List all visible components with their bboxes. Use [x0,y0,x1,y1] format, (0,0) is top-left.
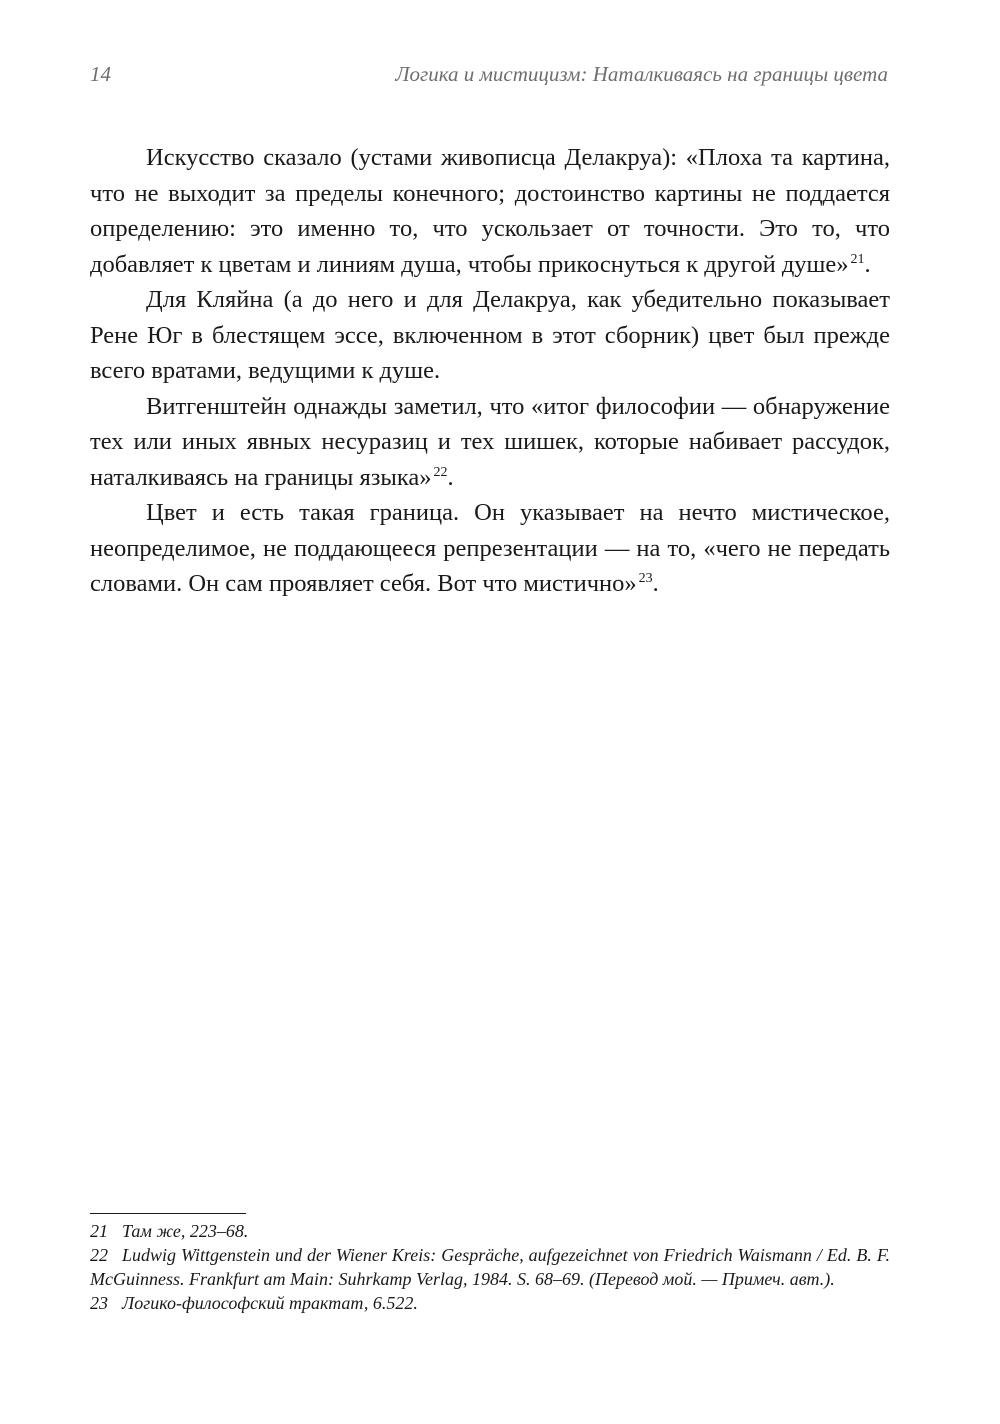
paragraph-2 [90,282,890,389]
footnote-22 [90,1243,890,1291]
paragraph-1 [90,140,890,282]
paragraph-1-text: Искусство сказало (устами живописца Делакруа): «Плоха та картина, что не выходит за пределы конечного; достоинство картины не поддается определению: это именно то, что ускользает от точности. Это то, что добавляет к цветам и линиям душа, чтобы прикоснуться к другой душе» [90,144,890,278]
footnote-number: 21 [90,1221,108,1241]
page-number: 14 [90,62,111,86]
footnote-ref-21: 21 [850,251,865,267]
paragraph-4-tail: . [652,570,659,597]
running-header [90,62,888,87]
main-text [90,140,890,602]
footnote-number: 23 [90,1293,108,1313]
footnote-21 [90,1219,890,1243]
running-title: Логика и мистицизм: Наталкиваясь на границы цвета [395,62,888,86]
footnote-ref-22: 22 [433,464,448,480]
paragraph-4 [90,495,890,602]
paragraph-4-text: Цвет и есть такая граница. Он указывает на нечто мистическое, неопределимое, не поддающееся репрезентации — на то, «чего не передать словами. Он сам проявляет себя. Вот что мистично» [90,499,890,597]
footnotes [90,1219,890,1315]
footnote-text: Логико-философский трактат, 6.522. [122,1293,418,1313]
footnote-23 [90,1291,890,1315]
paragraph-3-tail: . [447,463,454,491]
footnote-divider [90,1213,246,1214]
footnote-text: Там же, 223–68. [122,1221,249,1241]
paragraph-2-text: Для Кляйна (а до него и для Делакруа, как убедительно показывает Рене Юг в блестящем эссе, включенном в этот сборник) цвет был прежде всего вратами, ведущими к душе. [90,286,890,384]
paragraph-3-text: Витгенштейн однажды заметил, что «итог философии — обнаружение тех или иных явных несуразиц и тех шишек, которые набивает рассудок, наталкиваясь на границы языка» [90,392,890,491]
paragraph-3 [90,389,890,496]
footnote-text: Ludwig Wittgenstein und der Wiener Kreis: Gespräche, aufgezeichnet von Friedrich Waismann / Ed. B. F. McGuinness. Frankfurt am Main: Suhrkamp Verlag, 1984. S. 68–69. (Перевод мой. — Примеч. авт.). [90,1245,890,1289]
paragraph-1-tail: . [864,250,871,278]
footnote-number: 22 [90,1245,108,1265]
footnote-ref-23: 23 [638,571,653,586]
